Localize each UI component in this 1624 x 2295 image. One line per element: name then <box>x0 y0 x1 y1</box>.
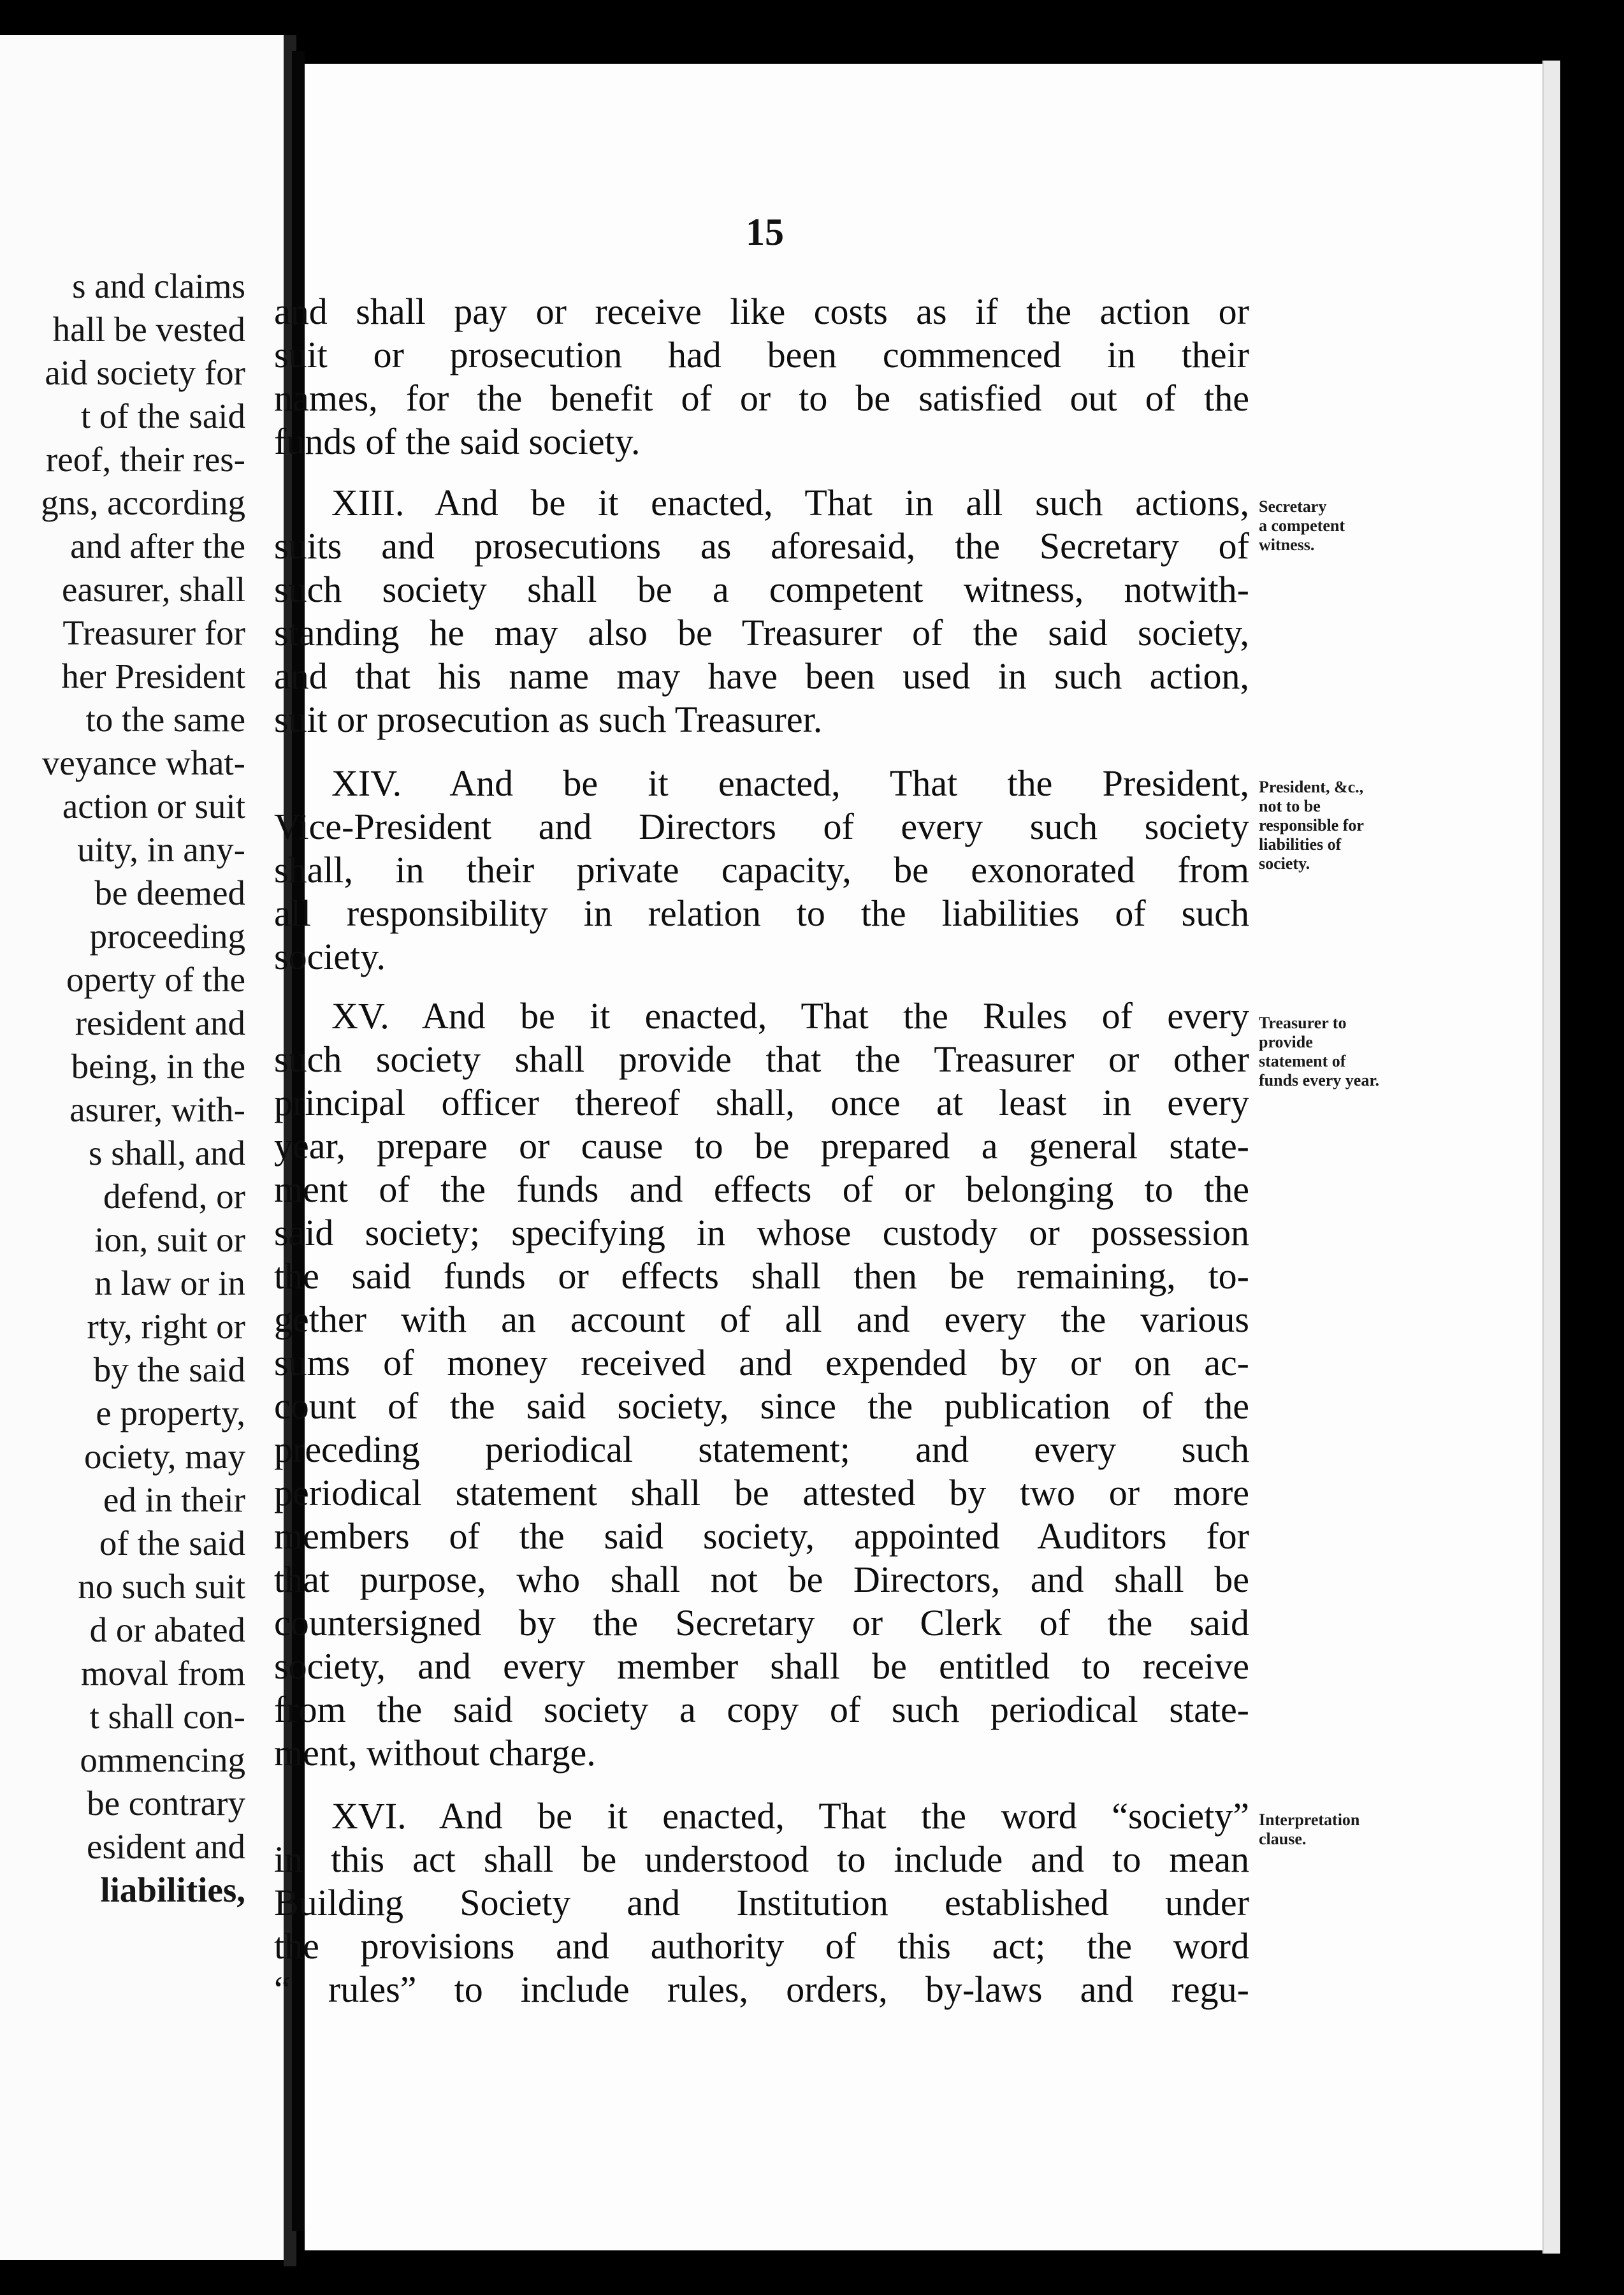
text-line: society. <box>274 936 386 977</box>
text-line: the said funds or effects shall then be remaining, to- <box>274 1255 1249 1297</box>
left-page-line: s shall, and <box>89 1133 245 1172</box>
margin-note-line: Interpretation <box>1259 1810 1360 1829</box>
left-page-line: ommencing <box>80 1740 245 1779</box>
left-page-line: veyance what- <box>41 743 245 782</box>
left-page-line: be contrary <box>87 1784 245 1823</box>
margin-note-line: not to be <box>1259 797 1321 815</box>
left-page-line: liabilities, <box>100 1870 245 1909</box>
text-line: Vice-President and Directors of every such society <box>274 806 1249 847</box>
text-line: gether with an account of all and every the various <box>274 1299 1249 1340</box>
left-page-line: n law or in <box>94 1264 245 1302</box>
left-page-line: proceeding <box>89 917 245 956</box>
left-page-line: easurer, shall <box>62 570 245 609</box>
left-page-line: s and claims <box>72 266 245 305</box>
text-line: standing he may also be Treasurer of the said society, <box>274 612 1249 653</box>
page-number: 15 <box>746 211 784 253</box>
text-line: preceding periodical statement; and every such <box>274 1429 1249 1470</box>
text-line: XIV. And be it enacted, That the President, <box>331 762 1249 804</box>
left-page-line: ed in their <box>103 1480 245 1519</box>
left-page-line: and after the <box>70 527 245 565</box>
left-page-line: no such suit <box>78 1567 245 1606</box>
margin-note-line: liabilities of <box>1259 835 1342 854</box>
margin-note-line: clause. <box>1259 1830 1307 1848</box>
margin-note-line: Secretary <box>1259 497 1327 516</box>
margin-note-line: society. <box>1259 854 1310 873</box>
section-xiii <box>274 481 1249 741</box>
margin-note-line: responsible for <box>1259 816 1364 834</box>
left-page-line: her President <box>61 657 245 696</box>
text-line: periodical statement shall be attested by two or more <box>274 1472 1249 1513</box>
page-edge <box>1542 61 1560 2254</box>
text-line: suit or prosecution as such Treasurer. <box>274 699 823 740</box>
left-page-line: e property, <box>96 1394 245 1432</box>
left-page-line: esident and <box>87 1827 245 1866</box>
text-line: ment of the funds and effects of or belonging to the <box>274 1169 1249 1210</box>
text-line: such society shall be a competent witness, notwith- <box>274 569 1249 610</box>
left-page-line: ociety, may <box>83 1437 245 1476</box>
left-page-fragment <box>0 35 284 2260</box>
text-line: said society; specifying in whose custody or possession <box>274 1212 1249 1253</box>
text-line: ment, without charge. <box>274 1732 596 1774</box>
text-line: that purpose, who shall not be Directors, and shall be <box>274 1559 1249 1600</box>
left-page-line: uity, in any- <box>77 830 245 869</box>
left-page-line: to the same <box>85 700 245 739</box>
text-line: year, prepare or cause to be prepared a general state- <box>274 1125 1249 1167</box>
text-line: suit or prosecution had been commenced in their <box>274 334 1249 375</box>
text-line: from the said society a copy of such periodical state- <box>274 1689 1249 1730</box>
text-line: countersigned by the Secretary or Clerk of the said <box>274 1602 1249 1643</box>
text-line: sums of money received and expended by or on ac- <box>274 1342 1249 1383</box>
left-page-line: of the said <box>99 1524 245 1563</box>
margin-note-line: a competent <box>1259 516 1345 535</box>
left-page-line: resident and <box>75 1003 245 1042</box>
text-line: XIII. And be it enacted, That in all such actions, <box>331 482 1249 523</box>
text-line: and that his name may have been used in such action, <box>274 655 1249 697</box>
margin-note-treasurer <box>1259 1014 1399 1090</box>
text-line: principal officer thereof shall, once at least in every <box>274 1082 1249 1123</box>
text-line: shall, in their private capacity, be exonorated from <box>274 849 1249 891</box>
text-line: suits and prosecutions as aforesaid, the Secretary of <box>274 525 1249 567</box>
left-page-line: Treasurer for <box>62 613 245 652</box>
left-page-line: by the said <box>93 1350 245 1389</box>
text-line: the provisions and authority of this act; the word <box>274 1925 1249 1967</box>
text-line: in this act shall be understood to include and to mean <box>274 1839 1249 1880</box>
text-line: funds of the said society. <box>274 421 641 462</box>
left-page-line: d or abated <box>89 1610 245 1649</box>
margin-note-line: funds every year. <box>1259 1071 1379 1089</box>
text-line: XV. And be it enacted, That the Rules of every <box>331 995 1249 1037</box>
text-line: XVI. And be it enacted, That the word “society” <box>331 1795 1249 1837</box>
left-page-line: be deemed <box>94 873 245 912</box>
text-line: count of the said society, since the publication of the <box>274 1385 1249 1427</box>
left-page-line: hall be vested <box>52 310 245 349</box>
left-page-line: reof, their res- <box>45 440 245 479</box>
margin-note-president <box>1259 778 1399 873</box>
paragraph-continuation <box>274 290 1249 463</box>
text-line: “ rules” to include rules, orders, by-laws and regu- <box>274 1969 1249 2010</box>
left-page-line: asurer, with- <box>69 1090 245 1129</box>
left-page-line: aid society for <box>45 353 245 392</box>
text-line: society, and every member shall be entitled to receive <box>274 1645 1249 1687</box>
text-line: and shall pay or receive like costs as if the action or <box>274 291 1249 332</box>
left-page-line: being, in the <box>71 1047 245 1086</box>
left-page-line: operty of the <box>66 960 245 999</box>
section-xiv <box>274 762 1249 979</box>
section-xvi <box>274 1795 1249 2011</box>
left-page-line: rty, right or <box>87 1307 245 1346</box>
margin-note-line: President, &c., <box>1259 778 1364 796</box>
left-page-line: defend, or <box>103 1177 245 1216</box>
margin-note-line: provide <box>1259 1033 1313 1051</box>
left-page-line: t of the said <box>80 397 245 435</box>
margin-note-interpretation <box>1259 1810 1399 1849</box>
margin-note-secretary <box>1259 497 1399 555</box>
text-line: such society shall provide that the Treasurer or other <box>274 1038 1249 1080</box>
left-page-line: t shall con- <box>89 1697 245 1736</box>
text-line: Building Society and Institution established under <box>274 1882 1249 1923</box>
text-line: all responsibility in relation to the liabilities of such <box>274 892 1249 934</box>
left-page-line: moval from <box>80 1654 245 1693</box>
left-page-line: ion, suit or <box>94 1220 245 1259</box>
text-line: names, for the benefit of or to be satisfied out of the <box>274 377 1249 419</box>
section-xv <box>274 994 1249 1775</box>
left-page-line: action or suit <box>62 787 245 826</box>
margin-note-line: witness. <box>1259 536 1315 554</box>
margin-note-line: statement of <box>1259 1052 1346 1070</box>
text-line: members of the said society, appointed Auditors for <box>274 1515 1249 1557</box>
left-page-line: gns, according <box>41 483 245 522</box>
margin-note-line: Treasurer to <box>1259 1014 1347 1032</box>
